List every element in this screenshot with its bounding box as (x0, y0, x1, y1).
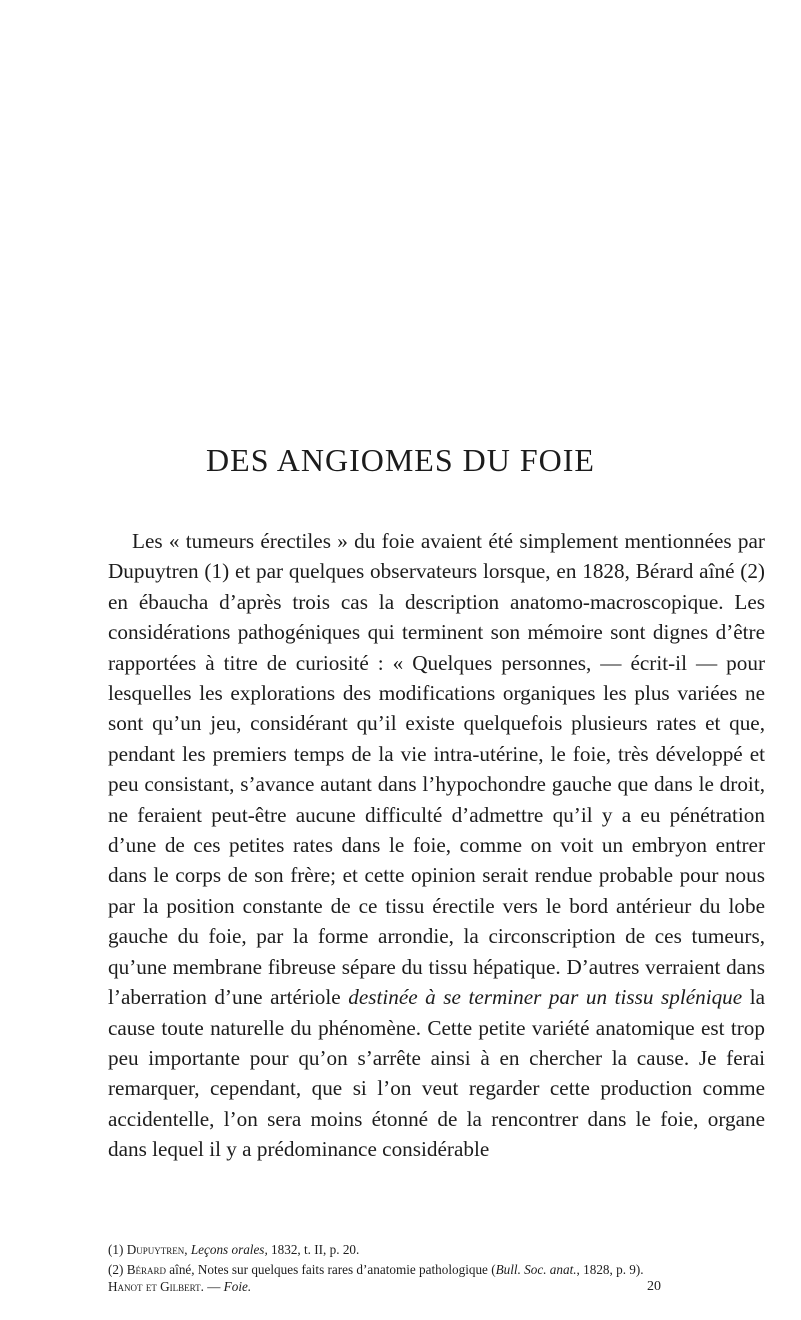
footnote-1-reference: 1832, t. II, p. 20. (271, 1242, 360, 1257)
footnote-1-work: Leçons orales, (190, 1242, 268, 1257)
footnote-2-reference: , 1828, p. 9). (576, 1262, 644, 1277)
chapter-title: DES ANGIOMES DU FOIE (206, 442, 595, 478)
footnote-1-marker: (1) (108, 1242, 124, 1257)
footer-dash: — (203, 1279, 224, 1294)
footnote-2-marker: (2) (108, 1262, 124, 1277)
paragraph-text-part-2: la cause toute naturelle du phénomène. Cette petite variété anatomique est trop peu importante pour qu’on s’arrête ainsi à en chercher la cause. Je ferai remarquer, cependant, que si l’on veut regarder cette production comme accidentelle, l’on sera moins étonné de la rencontrer dans le foie, organe dans lequel il y a prédominance considérable (108, 985, 766, 1162)
footnote-2-text: aîné, Notes sur quelques faits rares d’anatomie pathologique ( (169, 1262, 496, 1277)
paragraph-text-part-1: Les « tumeurs érectiles » du foie avaient été simplement mentionnées par Dupuytren (1) et par quelques observateurs lorsque, en 1828, Bérard aîné (2) en ébaucha d’après trois cas la description anatomo-macroscopique. Les considérations pathogéniques qui terminent son mémoire sont dignes d’être rapportées à titre de curiosité : « Quelques personnes, — écrit-il — pour lesquelles les explorations des modifications organiques les plus variées ne sont qu’un jeu, considérant qu’il existe quelquefois plusieurs rates et que, pendant les premiers temps de la vie intra-utérine, le foie, très développé et peu consistant, s’avance autant dans l’hypochondre gauche que dans le droit, ne feraient peut-être aucune difficulté d’admettre qu’il y a eu pénétration d’une de ces petites rates dans le foie, comme on voit un embryon entrer dans le corps de son frère; et cette opinion serait rendue probable pour nous par la position constante de ce tissu érectile vers le bord antérieur du lobe gauche du foie, par la forme arrondie, la circonscription de ces tumeurs, qu’une membrane fibreuse sépare du tissu hépatique. D’autres verraient dans l’aberration d’une artériole (108, 529, 765, 1010)
running-footer (108, 1277, 251, 1297)
footer-book-title: Foie. (223, 1279, 252, 1294)
footer-authors: Hanot et Gilbert. (108, 1279, 204, 1294)
footnotes (108, 1240, 765, 1280)
footnote-2-journal: Bull. Soc. anat. (495, 1262, 577, 1277)
footnote-2-author: Bérard (126, 1262, 166, 1277)
page-number: 20 (647, 1279, 661, 1294)
footnote-1 (108, 1240, 765, 1260)
footnote-1-author: Dupuytren, (126, 1242, 188, 1257)
body-paragraph (108, 526, 765, 1165)
paragraph-italic-quote: destinée à se terminer par un tissu splénique (348, 985, 743, 1010)
